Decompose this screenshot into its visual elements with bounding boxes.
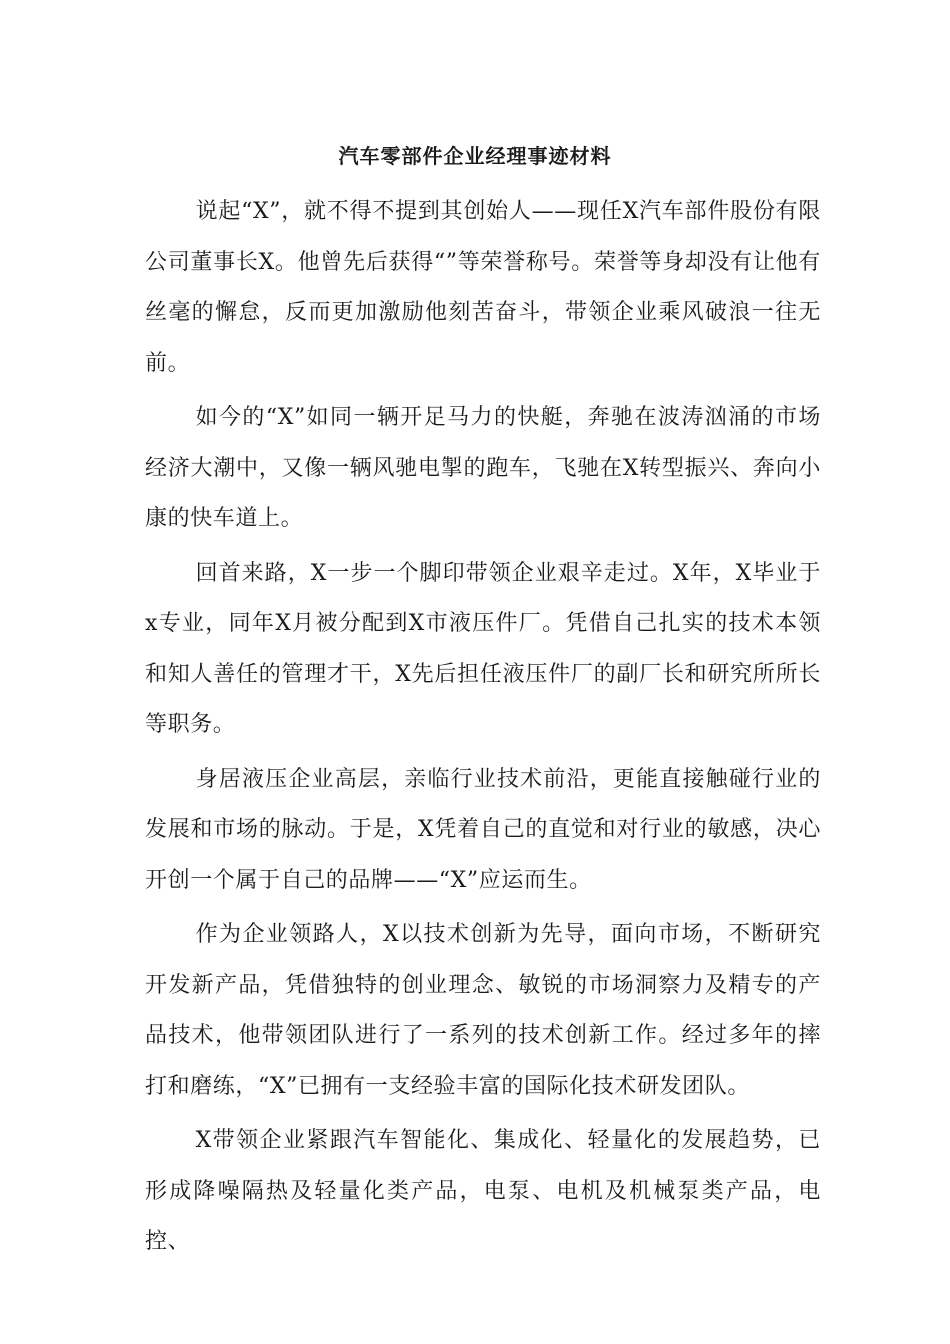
paragraph-2: 如今的“X”如同一辆开足马力的快艇，奔驰在波涛汹涌的市场经济大潮中，又像一辆风驰电掣的跑车，飞驰在X转型振兴、奔向小康的快车道上。 [145, 405, 821, 531]
document-title: 汽车零部件企业经理事迹材料 [338, 144, 612, 168]
paragraph-1: 说起“X”，就不得不提到其创始人——现任X汽车部件股份有限公司董事长X。他曾先后获得“”等荣誉称号。荣誉等身却没有让他有丝毫的懈怠，反而更加激励他刻苦奋斗，带领企业乘风破浪一往无前。 [145, 199, 821, 376]
paragraph-4: 身居液压企业高层，亲临行业技术前沿，更能直接触碰行业的发展和市场的脉动。于是，X凭着自己的直觉和对行业的敏感，决心开创一个属于自己的品牌——“X”应运而生。 [145, 766, 821, 893]
paragraph-5: 作为企业领路人，X以技术创新为先导，面向市场，不断研究开发新产品，凭借独特的创业理念、敏锐的市场洞察力及精专的产品技术，他带领团队进行了一系列的技术创新工作。经过多年的摔打和磨练，“X”已拥有一支经验丰富的国际化技术研发团队。 [145, 922, 821, 1099]
paragraph-3: 回首来路，X一步一个脚印带领企业艰辛走过。X年，X毕业于x专业，同年X月被分配到X市液压件厂。凭借自己扎实的技术本领和知人善任的管理才干，X先后担任液压件厂的副厂长和研究所所长等职务。 [145, 560, 821, 737]
paragraph-6: X带领企业紧跟汽车智能化、集成化、轻量化的发展趋势，已形成降噪隔热及轻量化类产品，电泵、电机及机械泵类产品，电控、 [145, 1128, 821, 1254]
document-body [145, 187, 821, 1272]
